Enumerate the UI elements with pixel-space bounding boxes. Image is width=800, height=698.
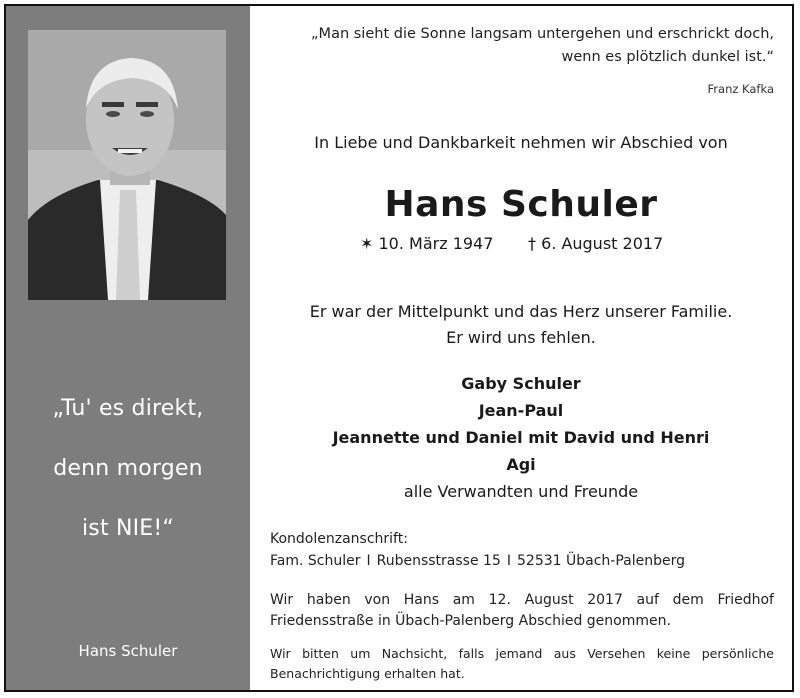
address-label: Kondolenzanschrift: <box>270 531 408 547</box>
mourner-name: Agi <box>506 455 536 474</box>
condolence-address <box>270 528 774 572</box>
mourners-extra: alle Verwandten und Freunde <box>403 482 639 501</box>
mourner-name: Gaby Schuler <box>461 374 581 393</box>
address-separator: I <box>366 553 371 569</box>
quote-author: Franz Kafka <box>707 82 774 96</box>
quote-line: wenn es plötzlich dunkel ist.“ <box>561 49 774 65</box>
birth-date: ✶ 10. März 1947 <box>360 234 494 253</box>
motto-line: Er war der Mittelpunkt und das Herz unserer Familie. <box>309 302 733 321</box>
motto <box>250 299 792 351</box>
sidebar-name: Hans Schuler <box>78 642 178 660</box>
quote-line: „Man sieht die Sonne langsam untergehen und erschrickt doch, <box>311 26 774 42</box>
portrait-photo <box>28 30 226 300</box>
sidebar <box>6 6 250 690</box>
mourner-name: Jean-Paul <box>478 401 564 420</box>
sidebar-quote-line: denn morgen <box>53 456 203 481</box>
main-content <box>250 6 792 690</box>
address-name: Fam. Schuler <box>270 553 361 569</box>
address-line <box>270 550 774 572</box>
sidebar-quote-line: ist NIE!“ <box>81 516 175 541</box>
sidebar-quote-line: „Tu' es direkt, <box>52 396 204 421</box>
address-separator: I <box>506 553 511 569</box>
deceased-name: Hans Schuler <box>384 184 658 225</box>
kafka-quote <box>311 23 774 69</box>
obituary-card <box>4 4 794 692</box>
address-city: 52531 Übach-Palenberg <box>517 553 685 569</box>
intro-text: In Liebe und Dankbarkeit nehmen wir Abschied von <box>314 133 728 152</box>
death-date: † 6. August 2017 <box>528 234 664 253</box>
address-street: Rubensstrasse 15 <box>376 553 501 569</box>
apology-notice: Wir bitten um Nachsicht, falls jemand aus Versehen keine persönliche Benachrichtigung erhalten hat. <box>270 646 774 681</box>
mourners-list <box>250 370 792 505</box>
burial-notice: Wir haben von Hans am 12. August 2017 auf dem Friedhof Friedensstraße in Übach-Palenberg Abschied genommen. <box>270 592 774 629</box>
motto-line: Er wird uns fehlen. <box>446 328 596 347</box>
mourner-name: Jeannette und Daniel mit David und Henri <box>332 428 710 447</box>
